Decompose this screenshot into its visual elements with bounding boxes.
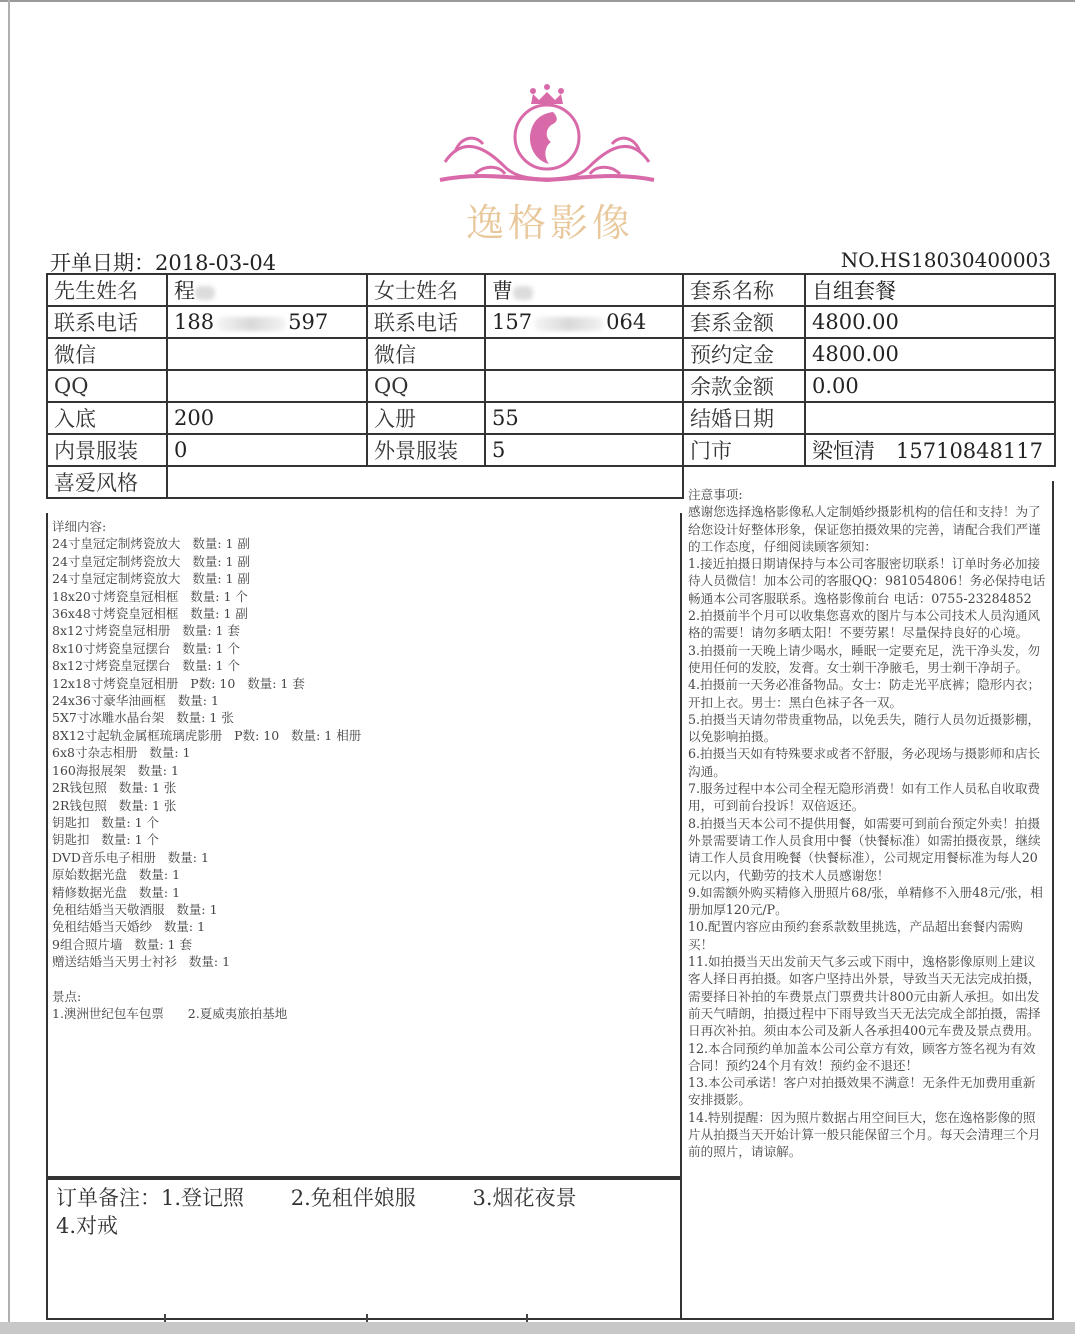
bride-phone-suffix: 064 [606,310,647,334]
bottom-table-edge [46,1314,682,1322]
note-paragraph: 8.拍摄当天本公司不提供用餐，如需要可到前台预定外卖！拍摄外景需要请工作人员食用中餐（快餐标准）如需拍摄夜景，继续请工作人员食用晚餐（快餐标准），公司规定用餐标准为每人20元以内，代勤劳的技术人员感谢您！ [688,815,1041,883]
table-row [47,338,1055,370]
deposit-label: 预约定金 [683,338,805,370]
package-name-label: 套系名称 [683,274,805,306]
redaction-blur [195,286,215,300]
wedding-date-label: 结婚日期 [683,402,805,434]
bride-name-text: 曹 [492,279,513,303]
terms-notes [688,486,1048,1161]
note-paragraph: 6.拍摄当天如有特殊要求或者不舒服，务必现场与摄影师和店长沟通。 [688,746,1041,779]
note-paragraph: 3.拍摄前一天晚上请少喝水，睡眠一定要充足，洗干净头发，勿使用任何的发胶，发膏。女士剃干净腋毛，男士剃干净胡子。 [688,642,1041,675]
remark-item: 2.免租伴娘服 [290,1186,416,1210]
detail-line: 钥匙扣 数量: 1 个 [52,814,160,830]
detail-line: 精修数据光盘 数量: 1 [52,884,181,900]
order-remarks [56,1184,676,1240]
redaction-blur [216,317,286,331]
groom-name-text: 程 [174,279,195,303]
deposit-value: 4800.00 [805,338,1055,370]
groom-wechat-label: 微信 [47,338,167,370]
detail-line: 景点: [52,988,82,1004]
detail-line: 1.澳洲世纪包车包票 2.夏威夷旅拍基地 [52,1006,288,1022]
groom-name-label: 先生姓名 [47,274,167,306]
note-paragraph: 7.服务过程中本公司全程无隐形消费！如有工作人员私自收取费用，可到前台投诉！双倍返还。 [688,781,1041,814]
scan-edge-top [0,0,1075,2]
table-row [47,306,1055,338]
wedding-date-value [805,402,1055,434]
note-paragraph: 2.拍摄前半个月可以收集您喜欢的图片与本公司技术人员沟通风格的需要！请勿多晒太阳！不要劳累！尽量保持良好的心境。 [688,608,1041,641]
groom-phone-label: 联系电话 [47,306,167,338]
style-preference-value [167,466,683,498]
package-details [52,518,361,1023]
detail-line: 6x8寸杂志相册 数量: 1 [52,745,191,761]
groom-wechat-value [167,338,367,370]
outdoor-outfits-label: 外景服装 [367,434,485,466]
order-date-label: 开单日期： [50,251,155,275]
redaction-blur [513,286,533,300]
base-photos-label: 入底 [47,402,167,434]
note-paragraph: 14.特别提醒：因为照片数据占用空间巨大，您在逸格影像的照片从拍摄当天开始计算一般只能保留三个月。每天会清理三个月前的照片，请谅解。 [688,1109,1041,1160]
balance-label: 余款金额 [683,370,805,402]
detail-line: 赠送结婚当天男士衬衫 数量: 1 [52,954,231,970]
detail-line: 8x10寸烤瓷皇冠摆台 数量: 1 个 [52,640,240,656]
detail-line: 9组合照片墙 数量: 1 套 [52,936,192,952]
brand-name: 逸格影像 [465,201,634,245]
detail-line: 18x20寸烤瓷皇冠相框 数量: 1 个 [52,588,248,604]
note-paragraph: 注意事项: [688,487,743,502]
package-price-label: 套系金额 [683,306,805,338]
note-paragraph: 11.如拍摄当天出发前天气多云或下雨中，逸格影像原则上建议客人择日再拍摄。如客户坚持出外景，导致当天无法完成拍摄，需要择日补拍的车费景点门票费共计800元由新人承担。如出发前天气晴朗，拍摄过程中下雨导致当天无法完成全部拍摄，需择日再次补拍。须由本公司及新人各承担400元车费及景点费用。 [688,954,1041,1039]
bride-phone-label: 联系电话 [367,306,485,338]
order-date-value: 2018-03-04 [155,251,277,275]
detail-line: 24寸皇冠定制烤瓷放大 数量: 1 副 [52,553,250,569]
bride-phone-value [485,306,683,338]
bride-wechat-value [485,338,683,370]
table-row [47,274,1055,306]
detail-line: 免租结婚当天敬酒服 数量: 1 [52,901,218,917]
note-paragraph: 13.本公司承诺！客户对拍摄效果不满意！无条件无加费用重新安排摄影。 [688,1075,1036,1108]
detail-line: 24x36寸豪华油画框 数量: 1 [52,693,219,709]
remark-item: 4.对戒 [56,1214,119,1238]
detail-line: 8X12寸起轨金属框琉璃虎影册 P数: 10 数量: 1 相册 [52,727,362,743]
customer-info-table [46,273,1056,499]
groom-phone-suffix: 597 [288,310,329,334]
bride-name-label: 女士姓名 [367,274,485,306]
remark-item: 3.烟花夜景 [472,1186,577,1210]
groom-qq-value [167,370,367,402]
note-paragraph: 12.本合同预约单加盖本公司公章方有效，顾客方签名视为有效合同！预约24个月有效！预约金不退还！ [688,1040,1036,1073]
scan-edge-left [8,0,10,1334]
note-paragraph: 9.如需额外购买精修入册照片68/张，单精修不入册48元/张，相册加厚120元/P。 [688,884,1043,918]
detail-line: 24寸皇冠定制烤瓷放大 数量: 1 副 [52,571,250,587]
detail-line: 12x18寸烤瓷皇冠相册 P数: 10 数量: 1 套 [52,675,305,691]
order-remarks-label: 订单备注： [56,1186,161,1210]
detail-line: 36x48寸烤瓷皇冠相框 数量: 1 副 [52,606,248,622]
style-preference-label: 喜爱风格 [47,466,167,498]
table-row [47,434,1055,466]
store-contact-value: 梁恒清 15710848117 [805,434,1055,466]
note-paragraph: 1.接近拍摄日期请保持与本公司客服密切联系！订单时务必加接待人员微信！加本公司的客服QQ：981054806！务必保持电话畅通本公司客服联系。逸格影像前台 电话：0755-23284852 [688,556,1046,606]
order-number: NO.HS18030400003 [840,248,1051,272]
detail-line: 8x12寸烤瓷皇冠摆台 数量: 1 个 [52,658,240,674]
store-label: 门市 [683,434,805,466]
detail-line: DVD音乐电子相册 数量: 1 [52,849,209,865]
indoor-outfits-value: 0 [167,434,367,466]
groom-phone-value [167,306,367,338]
detail-line: 原始数据光盘 数量: 1 [52,867,181,883]
table-row [47,370,1055,402]
bride-wechat-label: 微信 [367,338,485,370]
note-paragraph: 5.拍摄当天请勿带贵重物品，以免丢失，随行人员勿近摄影棚，以免影响拍摄。 [688,711,1041,745]
note-paragraph: 10.配置内容应由预约套系款数里挑选，产品超出套餐内需购买！ [688,919,1023,952]
detail-line: 2R钱包照 数量: 1 张 [52,780,177,796]
outdoor-outfits-value: 5 [485,434,683,466]
table-row [47,402,1055,434]
detail-line [52,971,361,988]
package-name-value: 自组套餐 [805,274,1055,306]
groom-phone-prefix: 188 [174,310,215,334]
detail-line: 免租结婚当天婚纱 数量: 1 [52,919,206,935]
groom-qq-label: QQ [47,370,167,402]
detail-line: 8x12寸烤瓷皇冠相册 数量: 1 套 [52,623,240,639]
bride-qq-value [485,370,683,402]
bride-qq-label: QQ [367,370,485,402]
detail-line: 钥匙扣 数量: 1 个 [52,832,160,848]
note-paragraph: 4.拍摄前一天务必准备物品。女士：防走光平底裤；隐形内衣；开扣上衣。男士：黑白色袜子各一双。 [688,677,1041,710]
remark-item: 1.登记照 [161,1186,245,1210]
redaction-blur [534,317,604,331]
bride-phone-prefix: 157 [492,310,533,334]
groom-name-value [167,274,367,306]
detail-line: 24寸皇冠定制烤瓷放大 数量: 1 副 [52,536,250,552]
detail-line: 160海报展架 数量: 1 [52,762,179,778]
detail-line: 2R钱包照 数量: 1 张 [52,797,177,813]
note-paragraph: 感谢您选择逸格影像私人定制婚纱摄影机构的信任和支持！为了给您设计好整体形象，保证您拍摄效果的完善，请配合我们严谨的工作态度，仔细阅读顾客须知： [688,504,1041,554]
album-photos-label: 入册 [367,402,485,434]
indoor-outfits-label: 内景服装 [47,434,167,466]
detail-line: 详细内容: [52,519,107,534]
album-photos-value: 55 [485,402,683,434]
base-photos-value: 200 [167,402,367,434]
balance-value: 0.00 [805,370,1055,402]
scan-edge-bottom [0,1322,1075,1334]
package-price-value: 4800.00 [805,306,1055,338]
bride-name-value [485,274,683,306]
detail-line: 5X7寸冰雕水晶台架 数量: 1 张 [52,710,234,726]
